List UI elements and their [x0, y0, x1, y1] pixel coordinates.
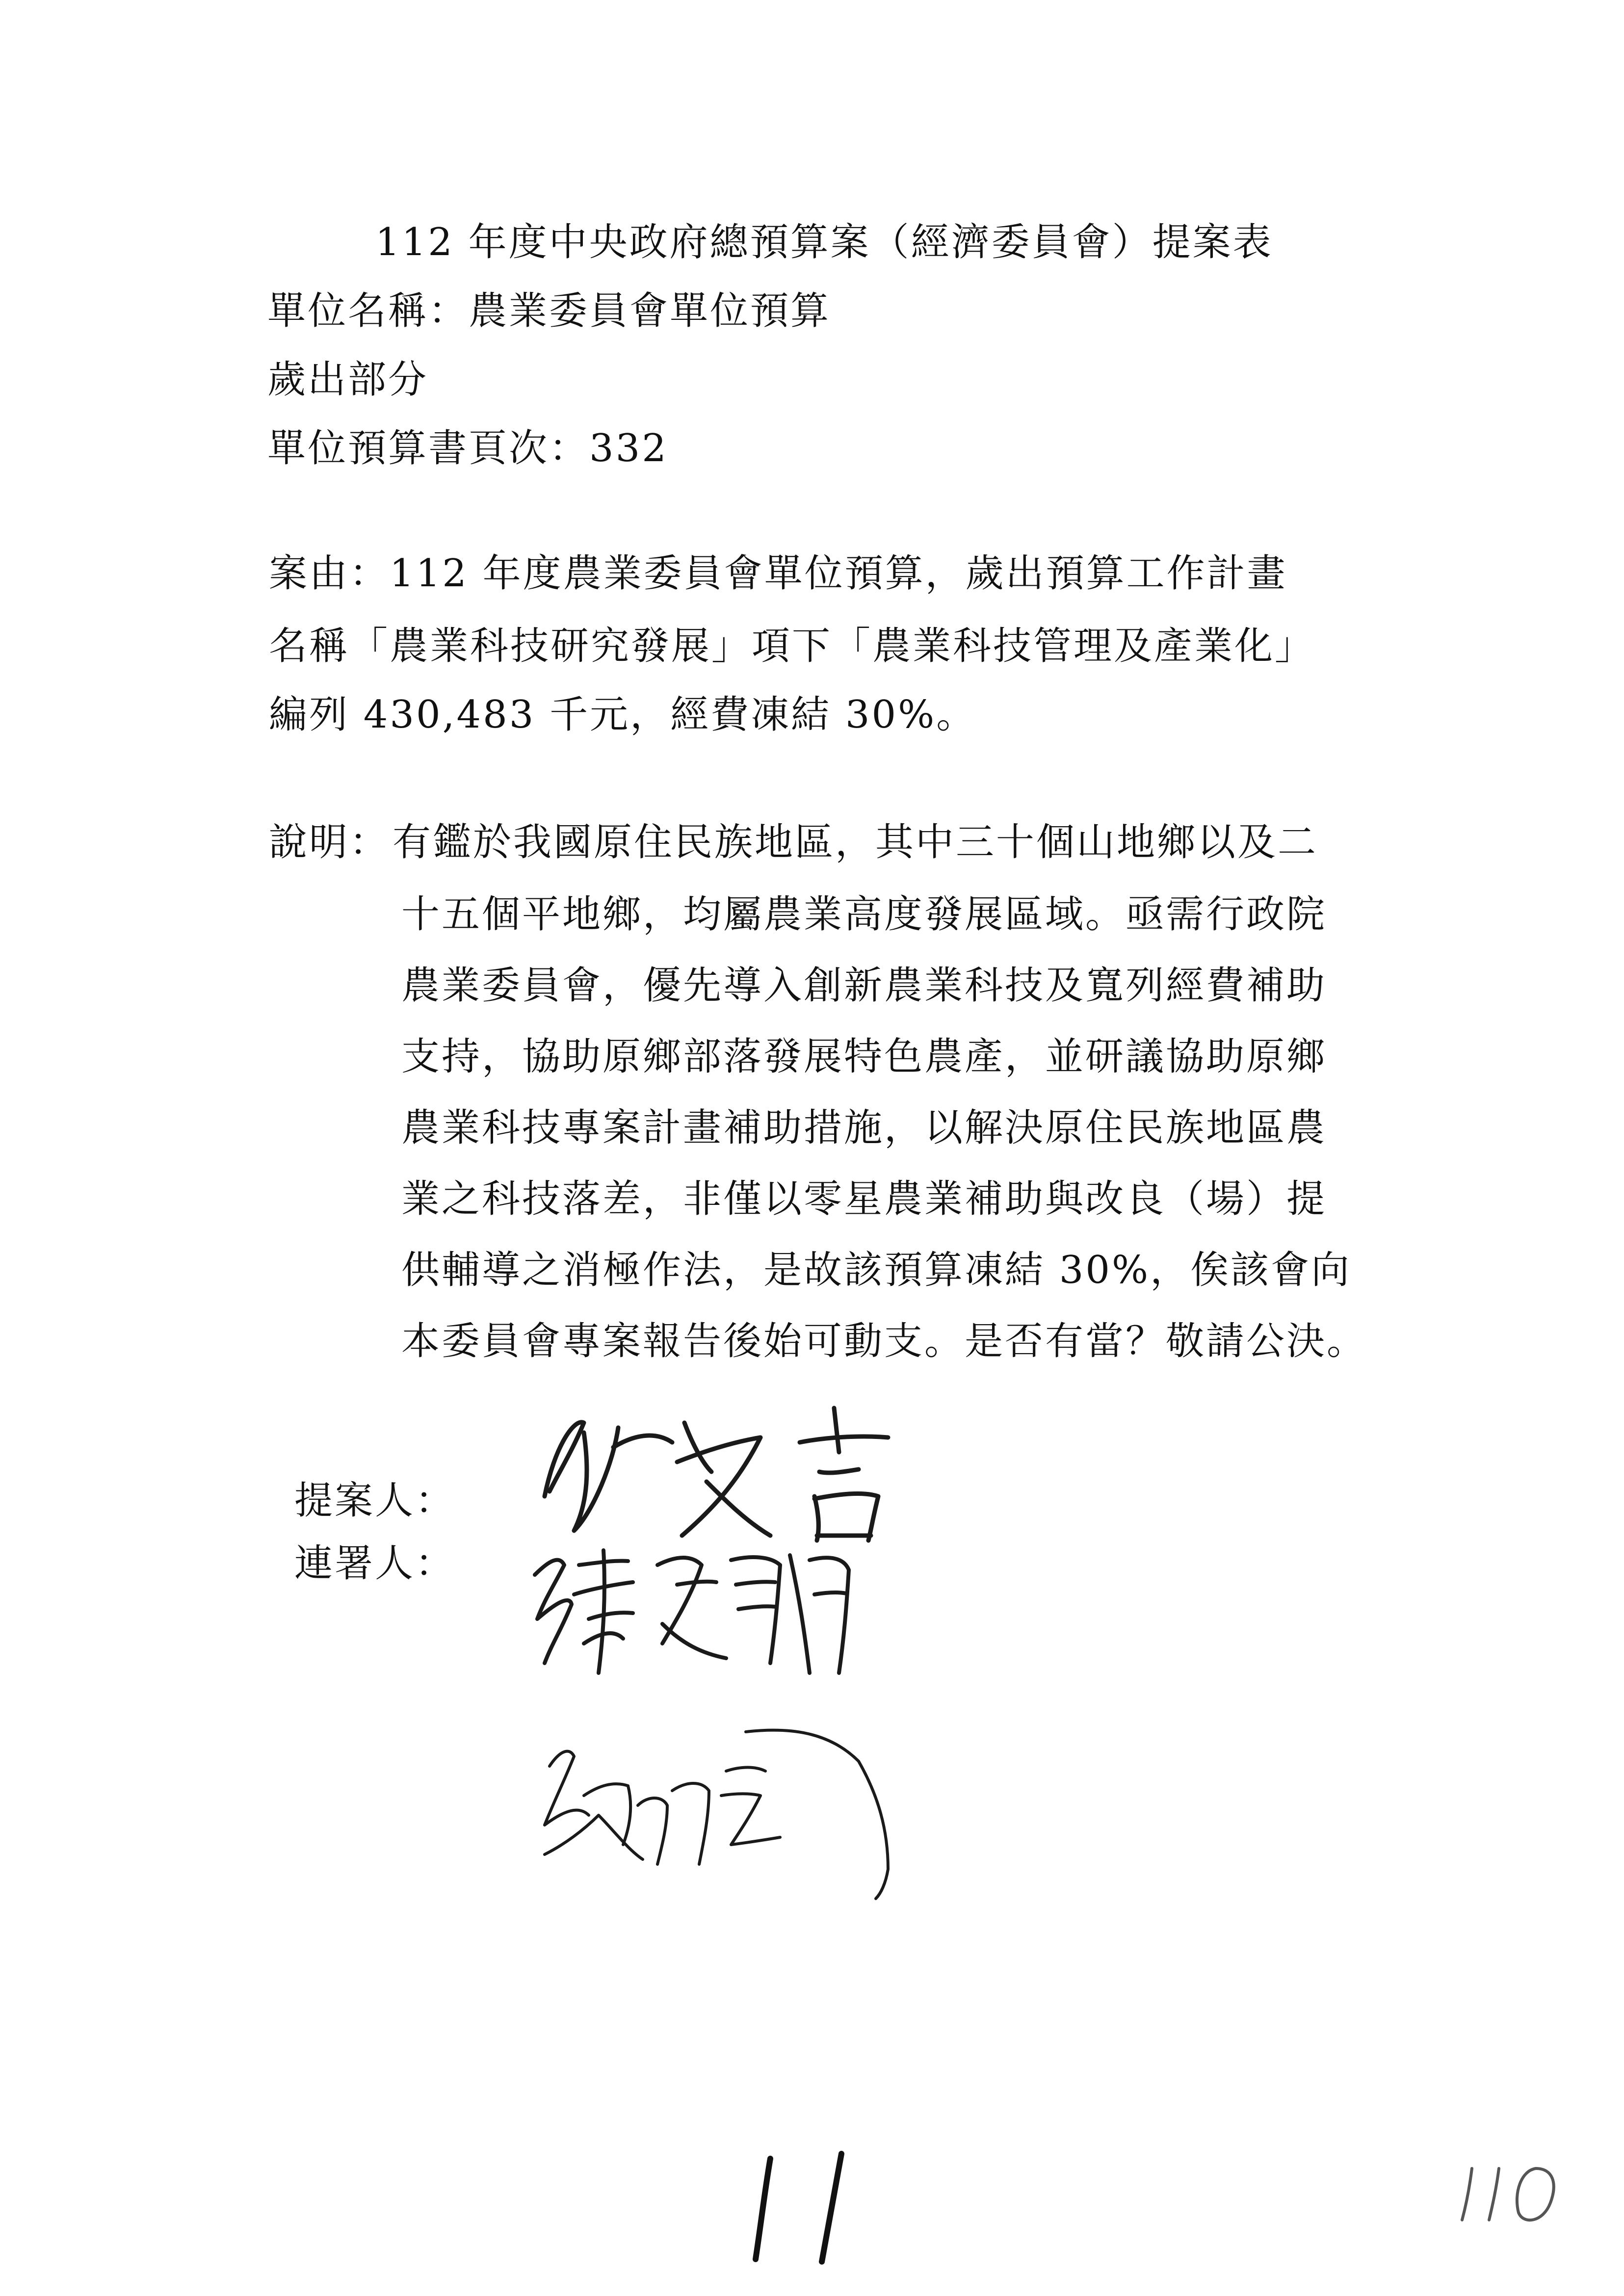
reason-line: 案由：112 年度農業委員會單位預算，歲出預算工作計畫 — [269, 551, 1287, 596]
handwritten-page-number — [741, 2149, 868, 2267]
proposer-label: 提案人： — [294, 1479, 456, 1523]
explanation-line: 有鑑於我國原住民族地區，其中三十個山地鄉以及二 — [393, 820, 1318, 864]
explanation-line: 農業科技專案計畫補助措施，以解決原住民族地區農 — [401, 1106, 1327, 1150]
handwritten-corner-number — [1457, 2159, 1575, 2227]
unit-name: 單位名稱：農業委員會單位預算 — [267, 289, 831, 333]
signature-1 — [545, 1408, 888, 1540]
explanation-line: 本委員會專案報告後始可動支。是否有當？敬請公決。 — [401, 1319, 1367, 1363]
section-name: 歲出部分 — [267, 358, 429, 402]
explanation-line: 十五個平地鄉，均屬農業高度發展區域。亟需行政院 — [401, 892, 1327, 937]
explanation-line: 業之科技落差，非僅以零星農業補助與改良（場）提 — [401, 1177, 1327, 1221]
handwritten-signatures — [515, 1388, 957, 1918]
explanation-line: 農業委員會，優先導入創新農業科技及寬列經費補助 — [401, 964, 1327, 1008]
signature-3 — [545, 1730, 888, 1899]
document-title: 112 年度中央政府總預算案（經濟委員會）提案表 — [375, 220, 1273, 264]
signature-2 — [535, 1550, 849, 1673]
reason-line: 名稱「農業科技研究發展」項下「農業科技管理及產業化」 — [269, 624, 1315, 668]
reason-line: 編列 430,483 千元，經費凍結 30%。 — [269, 693, 977, 737]
explanation-line: 支持，協助原鄉部落發展特色農產，並研議協助原鄉 — [401, 1035, 1327, 1079]
cosigner-label: 連署人： — [294, 1541, 456, 1586]
explanation-label: 說明： — [269, 820, 390, 864]
budget-page-reference: 單位預算書頁次：332 — [267, 426, 668, 470]
explanation-line: 供輔導之消極作法，是故該預算凍結 30%，俟該會向 — [401, 1248, 1352, 1292]
